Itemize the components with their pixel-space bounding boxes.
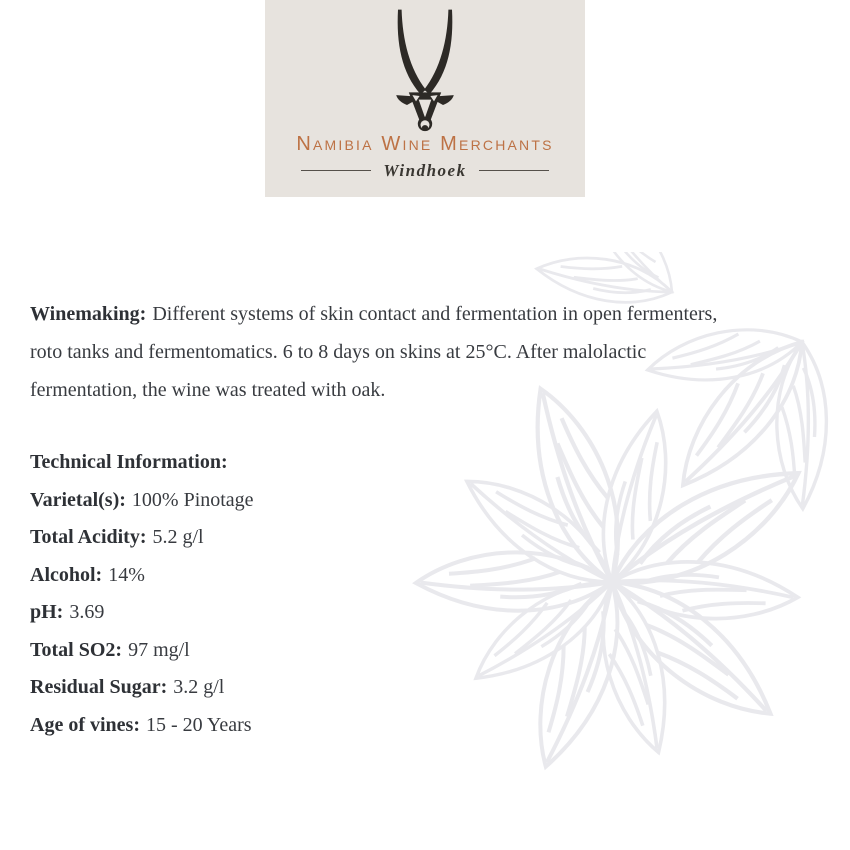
tech-value: 14% xyxy=(108,563,145,586)
tech-value: 15 - 20 Years xyxy=(145,713,252,736)
tech-row-residual-sugar xyxy=(30,669,835,707)
tech-label: Residual Sugar: xyxy=(30,676,168,698)
winemaking-line-1 xyxy=(30,295,835,333)
brand-name: Namibia Wine Merchants xyxy=(296,133,554,155)
technical-heading: Technical Information: xyxy=(30,451,228,473)
content xyxy=(30,295,835,744)
tech-label: Total Acidity: xyxy=(30,526,147,548)
tech-value: 5.2 g/l xyxy=(152,526,204,548)
winemaking-line-2: roto tanks and fermentomatics. 6 to 8 days on skins at 25°C. After malolactic xyxy=(30,341,647,363)
tech-label: Total SO2: xyxy=(30,638,123,661)
tech-row-ph xyxy=(30,594,835,632)
winemaking-line-3: fermentation, the wine was treated with oak. xyxy=(30,379,386,401)
tech-row-age-of-vines xyxy=(30,707,835,745)
tech-row-varietal xyxy=(30,482,835,520)
logo-box xyxy=(265,0,585,197)
oryx-head-icon xyxy=(367,6,483,132)
tech-row-total-so2 xyxy=(30,632,835,670)
tech-label: pH: xyxy=(30,601,64,623)
tech-label: Age of vines: xyxy=(30,713,140,736)
left-rule xyxy=(301,170,371,171)
tech-row-alcohol xyxy=(30,557,835,595)
winemaking-label: Winemaking: xyxy=(30,303,147,325)
tech-value: 100% Pinotage xyxy=(131,488,254,511)
tech-value: 97 mg/l xyxy=(128,638,190,661)
tech-value: 3.2 g/l xyxy=(173,676,225,698)
city-row xyxy=(301,162,548,179)
right-rule xyxy=(479,170,549,171)
tech-label: Varietal(s): xyxy=(30,488,126,511)
tech-label: Alcohol: xyxy=(30,563,103,586)
tech-value: 3.69 xyxy=(69,601,105,623)
winemaking-paragraph xyxy=(30,295,835,409)
tech-row-total-acidity xyxy=(30,519,835,557)
city-name: Windhoek xyxy=(383,161,467,180)
technical-information xyxy=(30,444,835,744)
winemaking-text-1: Different systems of skin contact and fermentation in open fermenters, xyxy=(152,303,718,325)
